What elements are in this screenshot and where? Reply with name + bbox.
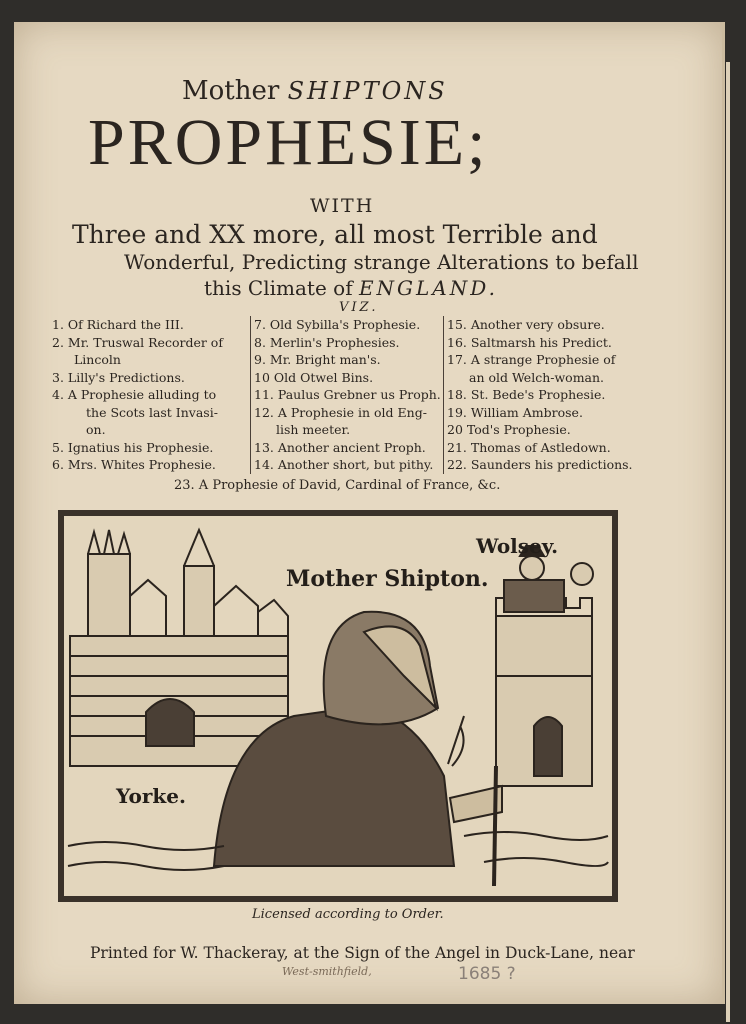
title-name: SHIPTONS xyxy=(287,77,448,105)
with-heading: WITH xyxy=(310,195,375,217)
contents-column-3 xyxy=(443,316,635,474)
subtitle-line-2: Wonderful, Predicting strange Alterations to befall xyxy=(124,250,639,274)
contents-item: 19. William Ambrose. xyxy=(447,404,583,420)
contents-column-1 xyxy=(52,316,242,474)
wolsey-figure xyxy=(520,556,544,580)
title-line-1 xyxy=(182,78,448,104)
title-prefix: Mother xyxy=(182,76,280,106)
city-gate xyxy=(146,699,194,746)
page-edge xyxy=(726,62,730,1022)
contents-item: 7. Old Sybilla's Prophesie. xyxy=(254,317,421,332)
contents-item: lish meeter. xyxy=(276,422,351,437)
contents-item: 5. Ignatius his Prophesie. xyxy=(52,439,214,455)
contents-item: 4. A Prophesie alluding to xyxy=(52,387,217,402)
viz-label: VIZ. xyxy=(339,300,379,315)
contents-item: 6. Mrs. Whites Prophesie. xyxy=(52,457,216,472)
imprint-line-1: Printed for W. Thackeray, at the Sign of the Angel in Duck-Lane, near xyxy=(90,944,635,962)
subtitle-line-1: Three and XX more, all most Terrible and xyxy=(72,220,598,249)
contents-item: an old Welch-woman. xyxy=(469,369,605,385)
cathedral-tower xyxy=(88,554,130,636)
contents-item: 17. A strange Prophesie of xyxy=(447,352,616,367)
contents-item: 20 Tod's Prophesie. xyxy=(447,422,571,437)
license-line: Licensed according to Order. xyxy=(252,907,444,922)
label-yorke: Yorke. xyxy=(116,784,186,808)
contents-item-23: 23. A Prophesie of David, Cardinal of France, &c. xyxy=(174,478,501,493)
contents-item: 9. Mr. Bright man's. xyxy=(254,352,381,367)
contents-item: 15. Another very obsure. xyxy=(447,317,605,332)
subtitle-line-3 xyxy=(204,278,498,298)
contents-item: 13. Another ancient Proph. xyxy=(254,439,426,455)
imprint-line-2: West-smithfield, xyxy=(282,965,372,978)
label-wolsey: Wolsey. xyxy=(476,534,559,558)
handwritten-date: 1685 ? xyxy=(458,964,516,984)
woodcut-illustration xyxy=(58,510,618,902)
subtitle-prefix: this Climate of xyxy=(204,276,353,300)
label-mother-shipton: Mother Shipton. xyxy=(286,566,489,592)
contents-item: 22. Saunders his predictions. xyxy=(447,457,633,472)
contents-item: 18. St. Bede's Prophesie. xyxy=(447,387,606,402)
subtitle-country: ENGLAND. xyxy=(358,276,498,300)
contents-item: 12. A Prophesie in old Eng- xyxy=(254,404,427,420)
main-title: PROPHESIE; xyxy=(88,106,489,179)
second-figure xyxy=(571,563,593,585)
title-page xyxy=(14,22,725,1004)
contents-item: 1. Of Richard the III. xyxy=(52,317,184,332)
contents-item: the Scots last Invasi- xyxy=(86,404,218,420)
contents-column-2 xyxy=(250,316,448,474)
contents-item: 2. Mr. Truswal Recorder of xyxy=(52,334,223,350)
contents-item: 8. Merlin's Prophesies. xyxy=(254,334,400,350)
contents-item: 11. Paulus Grebner us Proph. xyxy=(254,387,441,402)
contents-item: on. xyxy=(86,422,106,437)
contents-item: 14. Another short, but pithy. xyxy=(254,457,434,472)
contents-item: 21. Thomas of Astledown. xyxy=(447,439,611,455)
staff xyxy=(494,766,496,886)
contents-item: Lincoln xyxy=(74,352,121,367)
contents-item: 3. Lilly's Predictions. xyxy=(52,369,185,385)
contents-item: 10 Old Otwel Bins. xyxy=(254,369,374,385)
church-spire xyxy=(184,566,214,636)
contents-item: 16. Saltmarsh his Predict. xyxy=(447,334,612,350)
